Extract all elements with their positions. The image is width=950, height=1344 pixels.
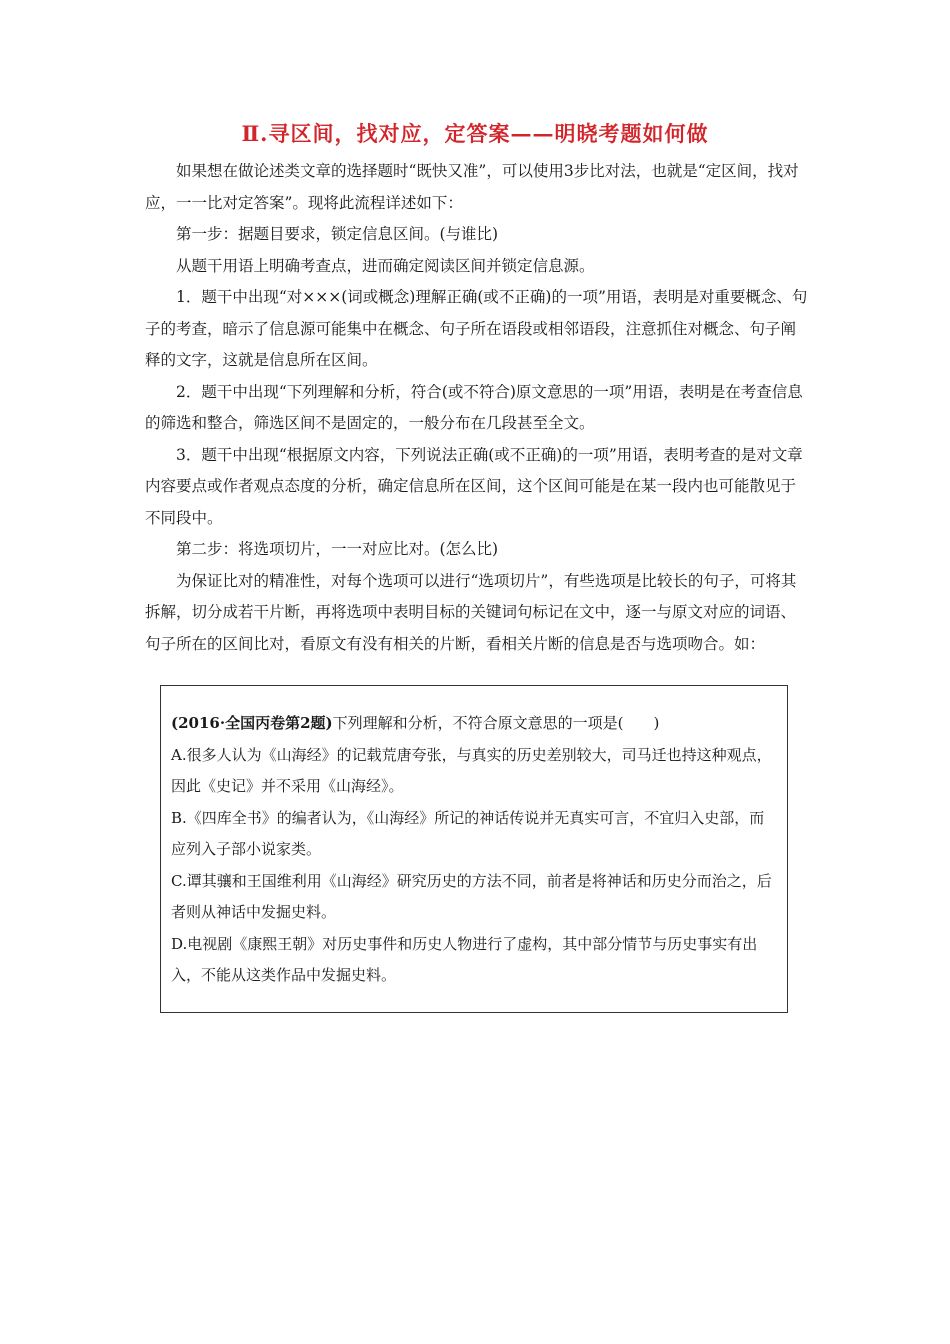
option-a: A.很多人认为《山海经》的记载荒唐夸张，与真实的历史差别较大，司马迁也持这种观点，因此《史记》并不采用《山海经》。 [171, 745, 772, 795]
intro-paragraph: 如果想在做论述类文章的选择题时“既快又准”，可以使用3步比对法，也就是“定区间，找对应，一一比对定答案”。现将此流程详述如下： [145, 162, 799, 212]
step-one-description: 从题干用语上明确考查点，进而确定阅读区间并锁定信息源。 [176, 256, 595, 275]
question-text: 下列理解和分析，不符合原文意思的一项是( ) [332, 714, 660, 732]
point-three-paragraph: 3．题干中出现“根据原文内容，下列说法正确(或不正确)的一项”用语，表明考查的是对文章内容要点或作者观点态度的分析，确定信息所在区间，这个区间可能是在某一段内也可能散见于不同段中。 [145, 445, 803, 527]
step-one-heading: 第一步：据题目要求，锁定信息区间。(与谁比) [176, 225, 499, 243]
point-two-paragraph: 2．题干中出现“下列理解和分析，符合(或不符合)原文意思的一项”用语，表明是在考查信息的筛选和整合，筛选区间不是固定的，一般分布在几段甚至全文。 [145, 382, 803, 432]
section-title: Ⅱ.寻区间，找对应，定答案——明晓考题如何做 [241, 121, 709, 146]
point-one-paragraph: 1．题干中出现“对×××(词或概念)理解正确(或不正确)的一项”用语，表明是对重要概念、句子的考查，暗示了信息源可能集中在概念、句子所在语段或相邻语段，注意抓住对概念、句子阐释的文字，这就是信息所在区间。 [145, 288, 808, 369]
body-text [145, 156, 810, 660]
question-source: (2016·全国丙卷第2题) [171, 714, 333, 732]
option-b: B.《四库全书》的编者认为，《山海经》所记的神话传说并无真实可言，不宜归入史部，而应列入子部小说家类。 [171, 808, 765, 858]
step-two-description: 为保证比对的精准性，对每个选项可以进行“选项切片”，有些选项是比较长的句子，可将其拆解，切分成若干片断，再将选项中表明目标的关键词句标记在文中，逐一与原文对应的词语、句子所在的区间比对，看原文有没有相关的片断，看相关片断的信息是否与选项吻合。如： [145, 571, 797, 653]
question-stem [171, 708, 777, 740]
example-question-box [160, 685, 788, 1013]
option-d: D.电视剧《康熙王朝》对历史事件和历史人物进行了虚构，其中部分情节与历史事实有出入，不能从这类作品中发掘史料。 [171, 934, 758, 984]
option-c: C.谭其骧和王国维利用《山海经》研究历史的方法不同，前者是将神话和历史分而治之，后者则从神话中发掘史料。 [171, 871, 772, 921]
example-question-content [171, 708, 777, 992]
step-two-heading: 第二步：将选项切片，一一对应比对。(怎么比) [176, 540, 499, 558]
